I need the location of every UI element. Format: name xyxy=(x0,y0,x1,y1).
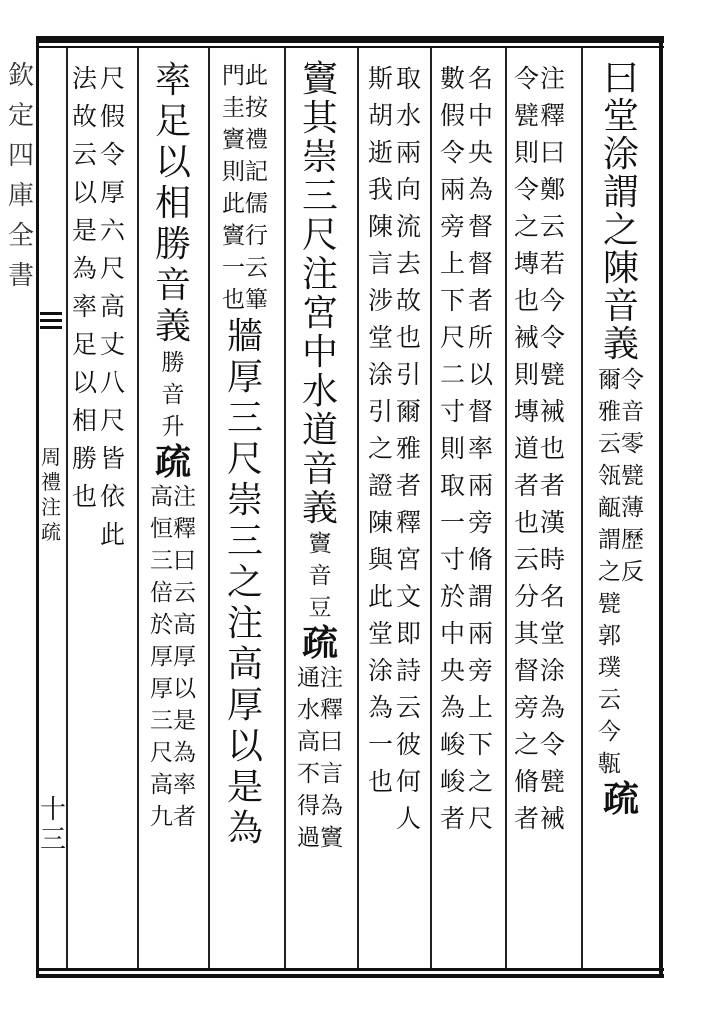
text-column-4b xyxy=(368,60,392,800)
annotation-dual-run xyxy=(297,528,343,624)
text-run-large: 疏 xyxy=(602,778,639,820)
text-column-5 xyxy=(297,60,343,854)
annotation-line: 高 恒 三 倍 於 厚 厚 三 尺 高 九 xyxy=(150,484,173,830)
text-run: 尺 假 令 厚 六 尺 高 丈 八 尺 皆 依 此 xyxy=(100,64,126,549)
page-number: 十 三 xyxy=(40,795,67,855)
text-column-2b xyxy=(514,60,538,837)
text-run: 斯 胡 逝 我 陳 言 涉 堂 涂 引 之 證 陳 與 此 堂 涂 為 一 也 xyxy=(368,64,394,796)
text-column-6 xyxy=(222,60,268,849)
text-run-large: 疏 xyxy=(301,622,338,664)
annotation-dual-run xyxy=(222,60,268,316)
left-border xyxy=(36,36,39,978)
column-divider xyxy=(137,48,139,968)
column-divider xyxy=(505,48,507,968)
annotation-dual-run xyxy=(150,481,196,833)
column-divider xyxy=(208,48,210,968)
text-column-8b xyxy=(72,60,96,516)
top-border-thick xyxy=(36,36,664,43)
text-column-3b xyxy=(440,60,464,837)
annotation-line: 注 釋 曰 言 為 竇 xyxy=(320,665,343,851)
column-divider xyxy=(357,48,359,968)
right-border xyxy=(659,36,663,978)
column-divider xyxy=(284,48,286,968)
fishtail-mark xyxy=(40,312,62,342)
text-column-2a xyxy=(540,60,564,837)
text-column-4a xyxy=(396,60,420,837)
text-column-7 xyxy=(150,60,196,833)
text-run: 令 甓 則 令 之 塼 也 裓 則 塼 道 者 也 云 分 其 督 旁 之 脩 者 xyxy=(514,64,540,833)
side-label: 周 禮 注 疏 xyxy=(41,445,61,544)
text-run-large: 曰 堂 涂 謂 之 陳 音 義 xyxy=(602,58,639,365)
text-column-8a xyxy=(100,60,124,554)
annotation-line: 此 按 禮 記 儒 行 云 篳 xyxy=(245,63,268,313)
annotation-line: 勝 音 升 xyxy=(161,350,185,440)
book-title: 欽 定 四 庫 全 書 xyxy=(7,61,34,291)
annotation-line: 注 釋 曰 云 高 厚 以 是 為 率 者 xyxy=(173,484,196,830)
annotation-dual-run xyxy=(150,347,196,443)
text-run-large: 牆 厚 三 尺 崇 三 之 注 高 厚 以 是 為 xyxy=(226,316,263,849)
text-run: 取 水 兩 向 流 去 故 也 引 爾 雅 者 釋 宮 文 即 詩 云 彼 何 人 xyxy=(396,64,422,833)
top-border-thin xyxy=(36,46,664,48)
bottom-border-thin xyxy=(36,968,664,971)
bottom-border-thick xyxy=(36,974,664,978)
text-column-3a xyxy=(468,60,492,837)
annotation-dual-run xyxy=(297,662,343,854)
annotation-line: 令 音 零 甓 薄 歷 反 xyxy=(621,367,644,585)
text-run-large: 竇 其 崇 三 尺 注 宮 中 水 道 音 義 xyxy=(301,59,338,529)
column-divider xyxy=(430,48,432,968)
column-divider xyxy=(66,48,68,968)
column-divider xyxy=(581,48,583,968)
text-run-large: 疏 xyxy=(154,441,191,483)
annotation-line: 爾 雅 云 瓴 甋 謂 之 甓 郭 璞 云 今 甎 xyxy=(598,367,621,777)
text-run-large: 率 足 以 相 勝 音 義 xyxy=(154,60,191,347)
text-column-1 xyxy=(598,60,644,818)
annotation-dual-run xyxy=(598,364,644,780)
text-run: 名 中 央 為 督 督 者 所 以 督 率 兩 旁 脩 謂 兩 旁 上 下 之 尺 xyxy=(468,64,494,833)
text-run: 注 釋 曰 鄭 云 若 今 令 甓 裓 也 者 漢 時 名 堂 涂 為 令 甓 裓 xyxy=(540,64,566,833)
annotation-line: 竇 音 豆 xyxy=(308,531,332,621)
annotation-line: 門 圭 竇 則 此 竇 一 也 xyxy=(222,63,245,313)
text-run: 數 假 令 兩 旁 上 下 尺 二 寸 則 取 一 寸 於 中 央 為 峻 峻 者 xyxy=(440,64,466,833)
annotation-line: 通 水 高 不 得 過 xyxy=(297,665,320,851)
text-run: 法 故 云 以 是 為 率 足 以 相 勝 也 xyxy=(72,64,98,511)
